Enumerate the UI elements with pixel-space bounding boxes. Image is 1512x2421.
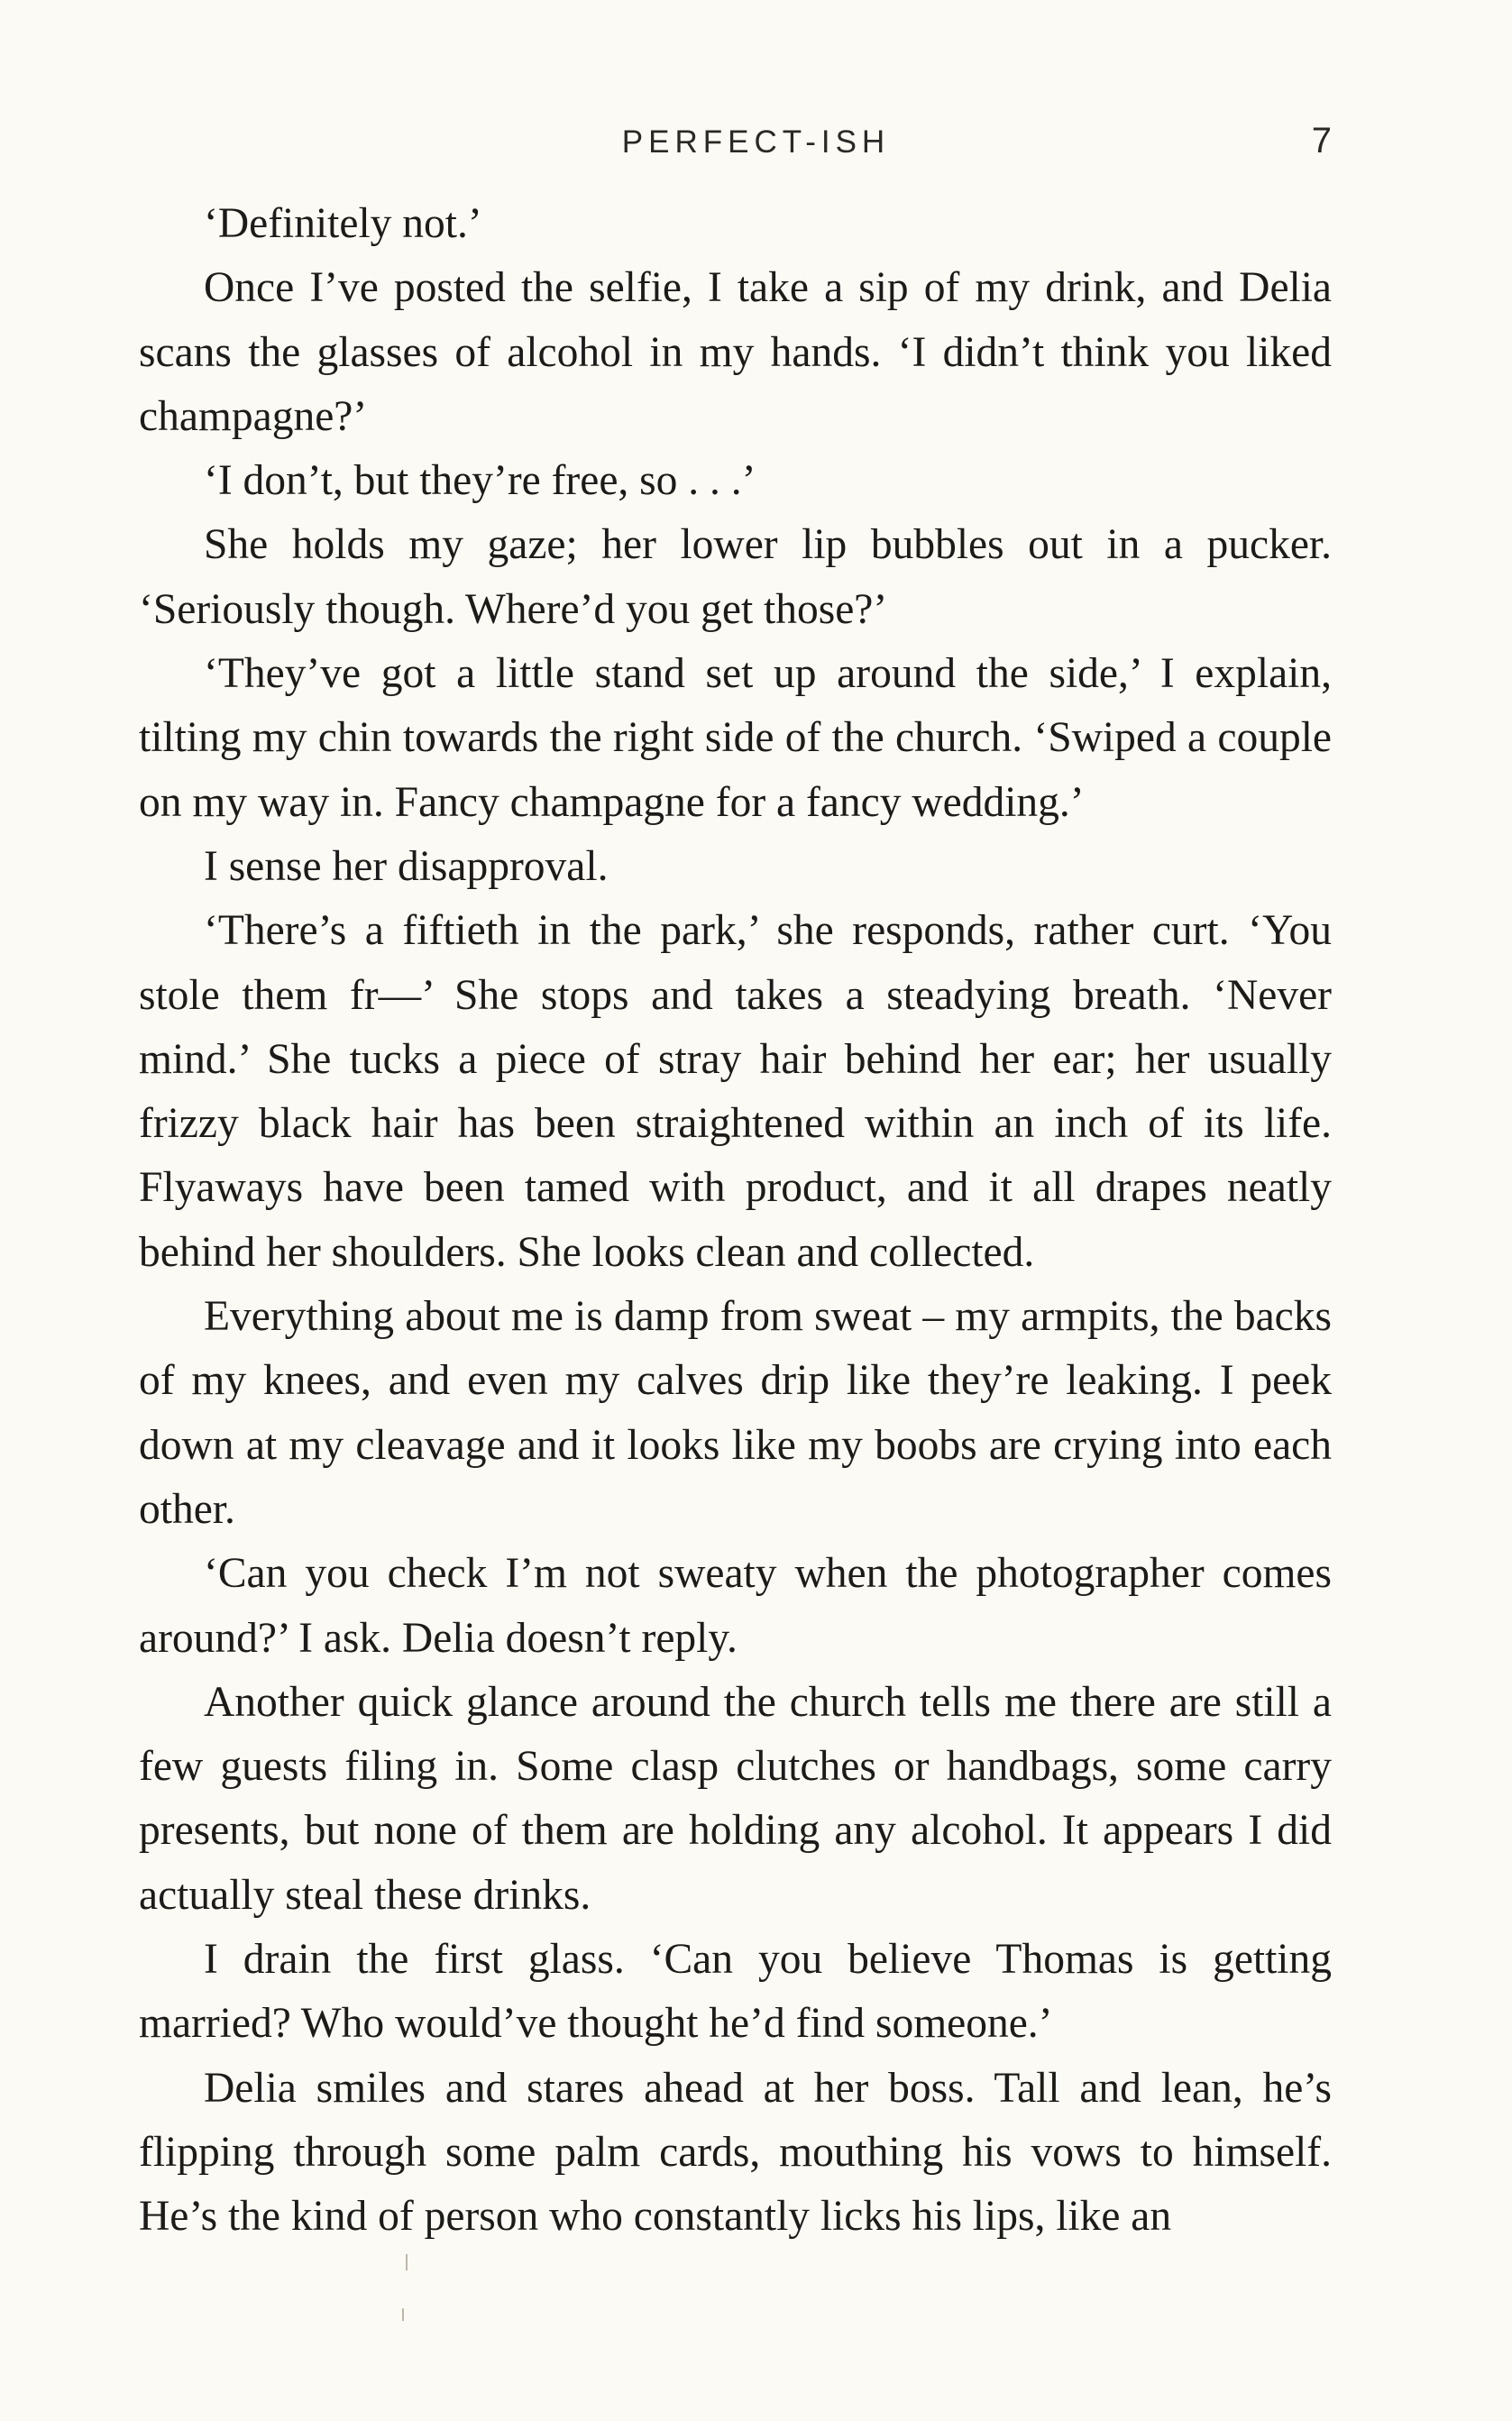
paragraph: Another quick glance around the church tells me there are still a few guests filing in. Some clasp clutches or handbags, some carry presents, but none of them are holding any alcohol. It appears I did actually steal these drinks. <box>139 1678 1332 1919</box>
paragraph: Once I’ve posted the selfie, I take a sip of my drink, and Delia scans the glasses of alcohol in my hands. ‘I didn’t think you liked champagne?’ <box>139 264 1332 440</box>
paragraph: ‘Can you check I’m not sweaty when the photographer comes around?’ I ask. Delia doesn’t reply. <box>139 1550 1332 1662</box>
paragraph: ‘I don’t, but they’re free, so . . .’ <box>204 457 756 505</box>
running-head: PERFECT-ISH <box>621 124 891 160</box>
paragraph: ‘They’ve got a little stand set up around the side,’ I explain, tilting my chin towards the right side of the church. ‘Swiped a couple on my way in. Fancy champagne for a fancy wedding.’ <box>139 650 1332 826</box>
scan-speck <box>402 2308 404 2321</box>
paragraph: I drain the first glass. ‘Can you believe Thomas is getting married? Who would’ve thought he’d find someone.’ <box>139 1936 1332 2048</box>
paragraph: Delia smiles and stares ahead at her boss. Tall and lean, he’s flipping through some palm cards, mouthing his vows to himself. He’s the kind of person who constantly licks his lips, like an <box>139 2064 1332 2241</box>
scan-speck <box>406 2254 408 2270</box>
paragraph: I sense her disapproval. <box>204 842 609 890</box>
page-number: 7 <box>1311 121 1332 160</box>
body-text <box>139 192 1332 2250</box>
paragraph: Everything about me is damp from sweat – my armpits, the backs of my knees, and even my calves drip like they’re leaking. I peek down at my cleavage and it looks like my boobs are crying into each other. <box>139 1293 1332 1533</box>
paragraph: ‘There’s a fiftieth in the park,’ she responds, rather curt. ‘You stole them fr—’ She stops and takes a steadying breath. ‘Never mind.’ She tucks a piece of stray hair behind her ear; her usually frizzy black hair has been straightened within an inch of its life. Flyaways have been tamed with product, and it all drapes neatly behind her shoulders. She looks clean and collected. <box>139 907 1332 1276</box>
paragraph: She holds my gaze; her lower lip bubbles out in a pucker. ‘Seriously though. Where’d you get those?’ <box>139 521 1332 633</box>
paragraph: ‘Definitely not.’ <box>204 200 482 247</box>
